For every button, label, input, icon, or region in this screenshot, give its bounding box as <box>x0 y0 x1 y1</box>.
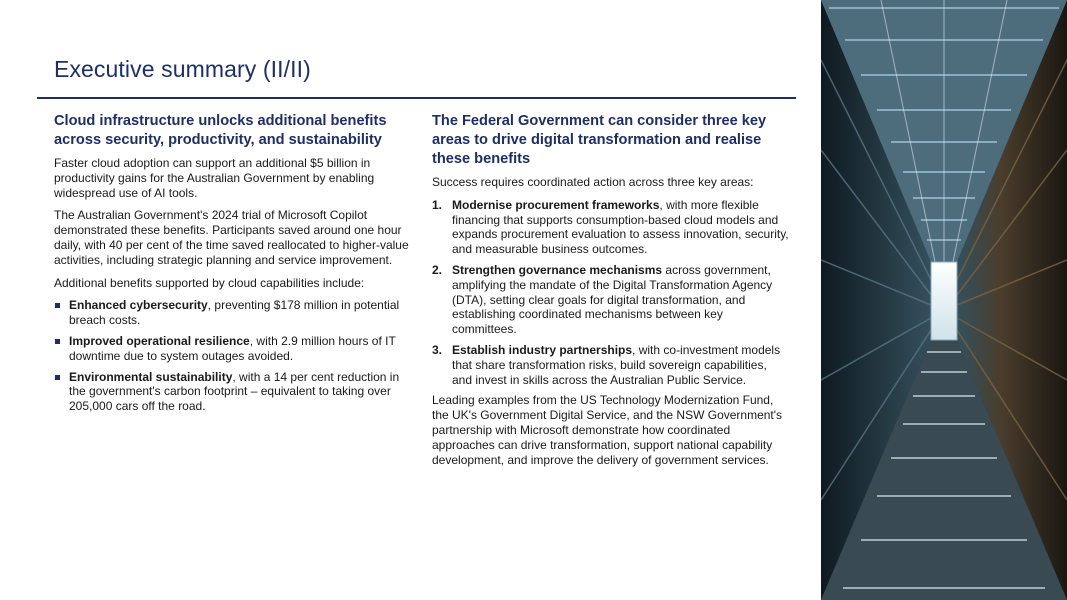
benefit-text: , with a 14 per cent reduction in the government's carbon footprint – equivalent to taking over 205,000 cars off the road. <box>69 369 400 414</box>
left-heading: Cloud infrastructure unlocks additional benefits across security, productivity, and sustainability <box>54 113 387 148</box>
key-area-text: , with co-investment models that share transformation risks, build sovereign capabilities, and invest in skills across the Australian Public Service. <box>452 342 781 387</box>
datacenter-illustration <box>821 0 1067 600</box>
datacenter-corridor-image <box>821 0 1067 600</box>
key-area-text: across government, amplifying the mandate of the Digital Transformation Agency (DTA), setting clear goals for digital transformation, and establishing coordinated mechanisms between key committees. <box>452 262 773 337</box>
item-number: 2. <box>432 262 443 277</box>
benefit-title: Environmental sustainability <box>69 369 233 384</box>
square-bullet-icon <box>55 303 60 308</box>
key-area-title: Modernise procurement frameworks <box>452 197 660 212</box>
benefit-text: , with 2.9 million hours of IT downtime due to system outages avoided. <box>69 333 396 363</box>
benefits-list <box>54 298 414 414</box>
key-area-item <box>432 263 790 337</box>
right-column <box>432 112 790 475</box>
title-divider <box>37 97 796 99</box>
benefit-text: , preventing $178 million in potential breach costs. <box>69 298 400 328</box>
item-number: 1. <box>432 197 443 212</box>
benefit-item <box>54 334 414 364</box>
square-bullet-icon <box>55 375 60 380</box>
benefit-title: Enhanced cybersecurity <box>69 298 208 313</box>
right-intro: Success requires coordinated action across three key areas: <box>432 175 754 189</box>
benefit-item <box>54 298 414 328</box>
key-area-title: Establish industry partnerships <box>452 342 633 357</box>
key-areas-list <box>432 198 790 388</box>
key-area-item <box>432 343 790 387</box>
right-closing: Leading examples from the US Technology Modernization Fund, the UK's Government Digital Service, and the NSW Government's partnership with Microsoft demonstrate how coordinated approaches can drive transformation, support national capability development, and improve the delivery of government services. <box>432 393 783 467</box>
benefit-item <box>54 370 414 414</box>
left-column <box>54 112 414 420</box>
item-number: 3. <box>432 342 443 357</box>
left-paragraph: Faster cloud adoption can support an additional $5 billion in productivity gains for the Australian Government by enabling widespread use of AI tools. <box>54 156 375 200</box>
key-area-item <box>432 198 790 257</box>
key-area-title: Strengthen governance mechanisms <box>452 262 663 277</box>
right-heading: The Federal Government can consider three key areas to drive digital transformation and realise these benefits <box>432 113 767 167</box>
left-paragraph: The Australian Government's 2024 trial of Microsoft Copilot demonstrated these benefits. Participants saved around one hour daily, with 40 per cent of the time saved reallocated to higher-value activities, including strategic planning and service improvement. <box>54 208 409 267</box>
square-bullet-icon <box>55 339 60 344</box>
left-paragraph: Additional benefits supported by cloud capabilities include: <box>54 275 365 290</box>
page-title: Executive summary (II/II) <box>54 56 311 82</box>
key-area-text: , with more flexible financing that supports consumption-based cloud models and expands procurement evaluation to assess innovation, security, and measurable business outcomes. <box>452 197 789 257</box>
benefit-title: Improved operational resilience <box>69 333 250 348</box>
